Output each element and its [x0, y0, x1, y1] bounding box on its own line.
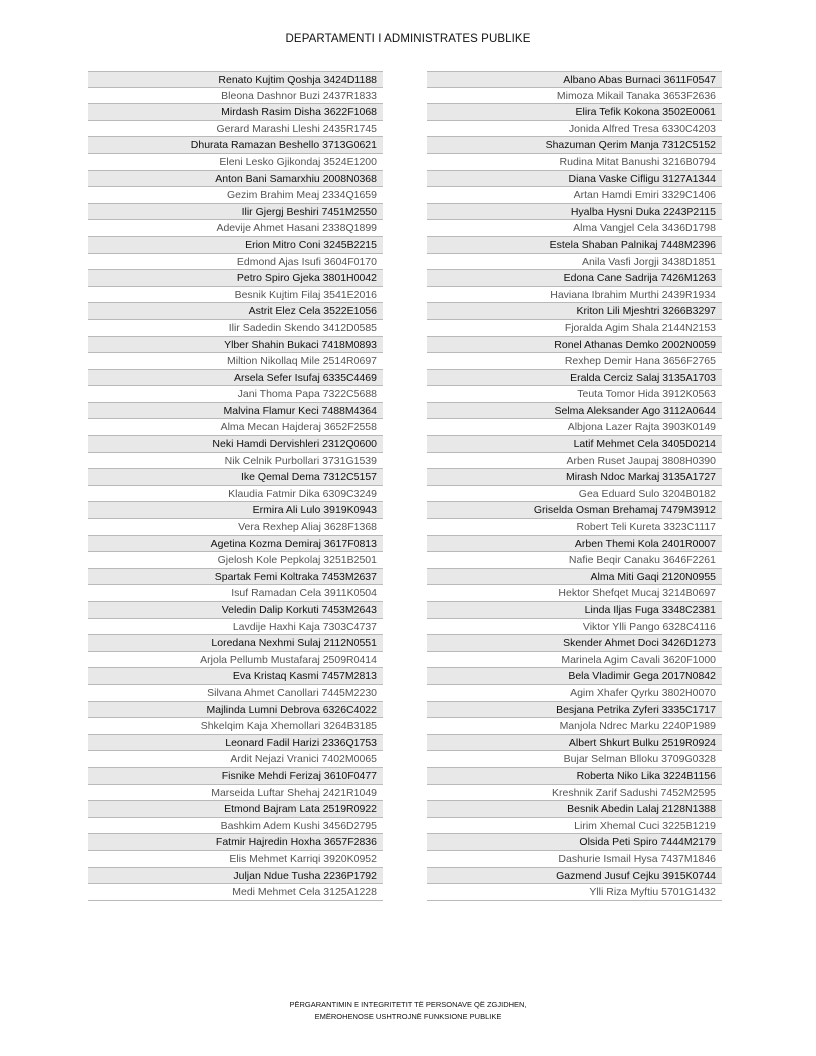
list-item: Linda Iljas Fuga 3348C2381	[427, 602, 722, 619]
list-item: Marseida Luftar Shehaj 2421R1049	[88, 785, 383, 802]
list-item: Hektor Shefqet Mucaj 3214B0697	[427, 585, 722, 602]
list-item: Hyalba Hysni Duka 2243P2115	[427, 204, 722, 221]
list-item: Mimoza Mikail Tanaka 3653F2636	[427, 88, 722, 105]
list-item: Albano Abas Burnaci 3611F0547	[427, 71, 722, 88]
list-item: Albjona Lazer Rajta 3903K0149	[427, 419, 722, 436]
list-item: Skender Ahmet Doci 3426D1273	[427, 635, 722, 652]
list-item: Mirdash Rasim Disha 3622F1068	[88, 104, 383, 121]
list-item: Ylli Riza Myftiu 5701G1432	[427, 884, 722, 901]
list-item: Elira Tefik Kokona 3502E0061	[427, 104, 722, 121]
list-item: Edmond Ajas Isufi 3604F0170	[88, 254, 383, 271]
list-item: Mirash Ndoc Markaj 3135A1727	[427, 469, 722, 486]
list-item: Eva Kristaq Kasmi 7457M2813	[88, 668, 383, 685]
list-item: Gazmend Jusuf Cejku 3915K0744	[427, 868, 722, 885]
list-item: Adevije Ahmet Hasani 2338Q1899	[88, 220, 383, 237]
list-item: Neki Hamdi Dervishleri 2312Q0600	[88, 436, 383, 453]
list-item: Rudina Mitat Banushi 3216B0794	[427, 154, 722, 171]
list-item: Artan Hamdi Emiri 3329C1406	[427, 187, 722, 204]
list-item: Gezim Brahim Meaj 2334Q1659	[88, 187, 383, 204]
list-item: Rexhep Demir Hana 3656F2765	[427, 353, 722, 370]
list-item: Fatmir Hajredin Hoxha 3657F2836	[88, 834, 383, 851]
list-item: Shazuman Qerim Manja 7312C5152	[427, 137, 722, 154]
list-item: Jani Thoma Papa 7322C5688	[88, 386, 383, 403]
list-item: Estela Shaban Palnikaj 7448M2396	[427, 237, 722, 254]
list-item: Medi Mehmet Cela 3125A1228	[88, 884, 383, 901]
list-item: Ylber Shahin Bukaci 7418M0893	[88, 337, 383, 354]
list-item: Alma Vangjel Cela 3436D1798	[427, 220, 722, 237]
list-item: Majlinda Lumni Debrova 6326C4022	[88, 702, 383, 719]
list-item: Gea Eduard Sulo 3204B0182	[427, 486, 722, 503]
list-item: Dashurie Ismail Hysa 7437M1846	[427, 851, 722, 868]
list-item: Ilir Gjergj Beshiri 7451M2550	[88, 204, 383, 221]
list-item: Griselda Osman Brehamaj 7479M3912	[427, 502, 722, 519]
list-item: Bela Vladimir Gega 2017N0842	[427, 668, 722, 685]
list-item: Arben Ruset Jaupaj 3808H0390	[427, 453, 722, 470]
list-item: Etmond Bajram Lata 2519R0922	[88, 801, 383, 818]
list-item: Diana Vaske Cifligu 3127A1344	[427, 171, 722, 188]
list-item: Arjola Pellumb Mustafaraj 2509R0414	[88, 652, 383, 669]
list-item: Roberta Niko Lika 3224B1156	[427, 768, 722, 785]
list-item: Shkelqim Kaja Xhemollari 3264B3185	[88, 718, 383, 735]
right-name-list	[427, 71, 722, 901]
list-item: Ilir Sadedin Skendo 3412D0585	[88, 320, 383, 337]
list-item: Alma Miti Gaqi 2120N0955	[427, 569, 722, 586]
list-item: Ronel Athanas Demko 2002N0059	[427, 337, 722, 354]
list-item: Nafie Beqir Canaku 3646F2261	[427, 552, 722, 569]
list-item: Malvina Flamur Keci 7488M4364	[88, 403, 383, 420]
list-item: Ike Qemal Dema 7312C5157	[88, 469, 383, 486]
list-item: Eleni Lesko Gjikondaj 3524E1200	[88, 154, 383, 171]
list-item: Loredana Nexhmi Sulaj 2112N0551	[88, 635, 383, 652]
list-item: Edona Cane Sadrija 7426M1263	[427, 270, 722, 287]
footer	[0, 999, 816, 1023]
list-item: Isuf Ramadan Cela 3911K0504	[88, 585, 383, 602]
list-item: Ermira Ali Lulo 3919K0943	[88, 502, 383, 519]
list-item: Ardit Nejazi Vranici 7402M0065	[88, 751, 383, 768]
list-item: Anton Bani Samarxhiu 2008N0368	[88, 171, 383, 188]
list-item: Arsela Sefer Isufaj 6335C4469	[88, 370, 383, 387]
list-item: Arben Themi Kola 2401R0007	[427, 536, 722, 553]
list-item: Astrit Elez Cela 3522E1056	[88, 303, 383, 320]
list-item: Viktor Ylli Pango 6328C4116	[427, 619, 722, 636]
list-item: Leonard Fadil Harizi 2336Q1753	[88, 735, 383, 752]
list-item: Veledin Dalip Korkuti 7453M2643	[88, 602, 383, 619]
list-item: Lavdije Haxhi Kaja 7303C4737	[88, 619, 383, 636]
list-item: Erion Mitro Coni 3245B2215	[88, 237, 383, 254]
list-item: Nik Celnik Purbollari 3731G1539	[88, 453, 383, 470]
list-item: Elis Mehmet Karriqi 3920K0952	[88, 851, 383, 868]
list-item: Anila Vasfi Jorgji 3438D1851	[427, 254, 722, 271]
list-item: Selma Aleksander Ago 3112A0644	[427, 403, 722, 420]
list-item: Vera Rexhep Aliaj 3628F1368	[88, 519, 383, 536]
list-item: Agim Xhafer Qyrku 3802H0070	[427, 685, 722, 702]
list-item: Jonida Alfred Tresa 6330C4203	[427, 121, 722, 138]
list-item: Gjelosh Kole Pepkolaj 3251B2501	[88, 552, 383, 569]
list-item: Juljan Ndue Tusha 2236P1792	[88, 868, 383, 885]
list-item: Bleona Dashnor Buzi 2437R1833	[88, 88, 383, 105]
list-item: Kriton Lili Mjeshtri 3266B3297	[427, 303, 722, 320]
list-item: Renato Kujtim Qoshja 3424D1188	[88, 71, 383, 88]
list-item: Albert Shkurt Bulku 2519R0924	[427, 735, 722, 752]
list-item: Bashkim Adem Kushi 3456D2795	[88, 818, 383, 835]
list-item: Besnik Kujtim Filaj 3541E2016	[88, 287, 383, 304]
footer-line-1: PËRGARANTIMIN E INTEGRITETIT TË PERSONAVE QË ZGJIDHEN,	[289, 1000, 527, 1009]
list-item: Latif Mehmet Cela 3405D0214	[427, 436, 722, 453]
list-item: Besnik Abedin Lalaj 2128N1388	[427, 801, 722, 818]
list-item: Eralda Cerciz Salaj 3135A1703	[427, 370, 722, 387]
list-item: Silvana Ahmet Canollari 7445M2230	[88, 685, 383, 702]
list-item: Agetina Kozma Demiraj 3617F0813	[88, 536, 383, 553]
page-title: DEPARTAMENTI I ADMINISTRATES PUBLIKE	[285, 33, 531, 45]
list-item: Spartak Femi Koltraka 7453M2637	[88, 569, 383, 586]
list-item: Bujar Selman Blloku 3709G0328	[427, 751, 722, 768]
list-item: Haviana Ibrahim Murthi 2439R1934	[427, 287, 722, 304]
left-name-list	[88, 71, 383, 901]
list-item: Kreshnik Zarif Sadushi 7452M2595	[427, 785, 722, 802]
list-item: Gerard Marashi Lleshi 2435R1745	[88, 121, 383, 138]
list-item: Fjoralda Agim Shala 2144N2153	[427, 320, 722, 337]
list-item: Klaudia Fatmir Dika 6309C3249	[88, 486, 383, 503]
list-item: Olsida Peti Spiro 7444M2179	[427, 834, 722, 851]
list-item: Manjola Ndrec Marku 2240P1989	[427, 718, 722, 735]
list-item: Teuta Tomor Hida 3912K0563	[427, 386, 722, 403]
list-item: Lirim Xhemal Cuci 3225B1219	[427, 818, 722, 835]
list-item: Alma Mecan Hajderaj 3652F2558	[88, 419, 383, 436]
list-item: Petro Spiro Gjeka 3801H0042	[88, 270, 383, 287]
list-item: Robert Teli Kureta 3323C1117	[427, 519, 722, 536]
list-item: Fisnike Mehdi Ferizaj 3610F0477	[88, 768, 383, 785]
list-item: Besjana Petrika Zyferi 3335C1717	[427, 702, 722, 719]
list-item: Dhurata Ramazan Beshello 3713G0621	[88, 137, 383, 154]
list-item: Miltion Nikollaq Mile 2514R0697	[88, 353, 383, 370]
footer-line-2: EMËROHENOSE USHTROJNË FUNKSIONE PUBLIKE	[314, 1012, 502, 1021]
list-item: Marinela Agim Cavali 3620F1000	[427, 652, 722, 669]
